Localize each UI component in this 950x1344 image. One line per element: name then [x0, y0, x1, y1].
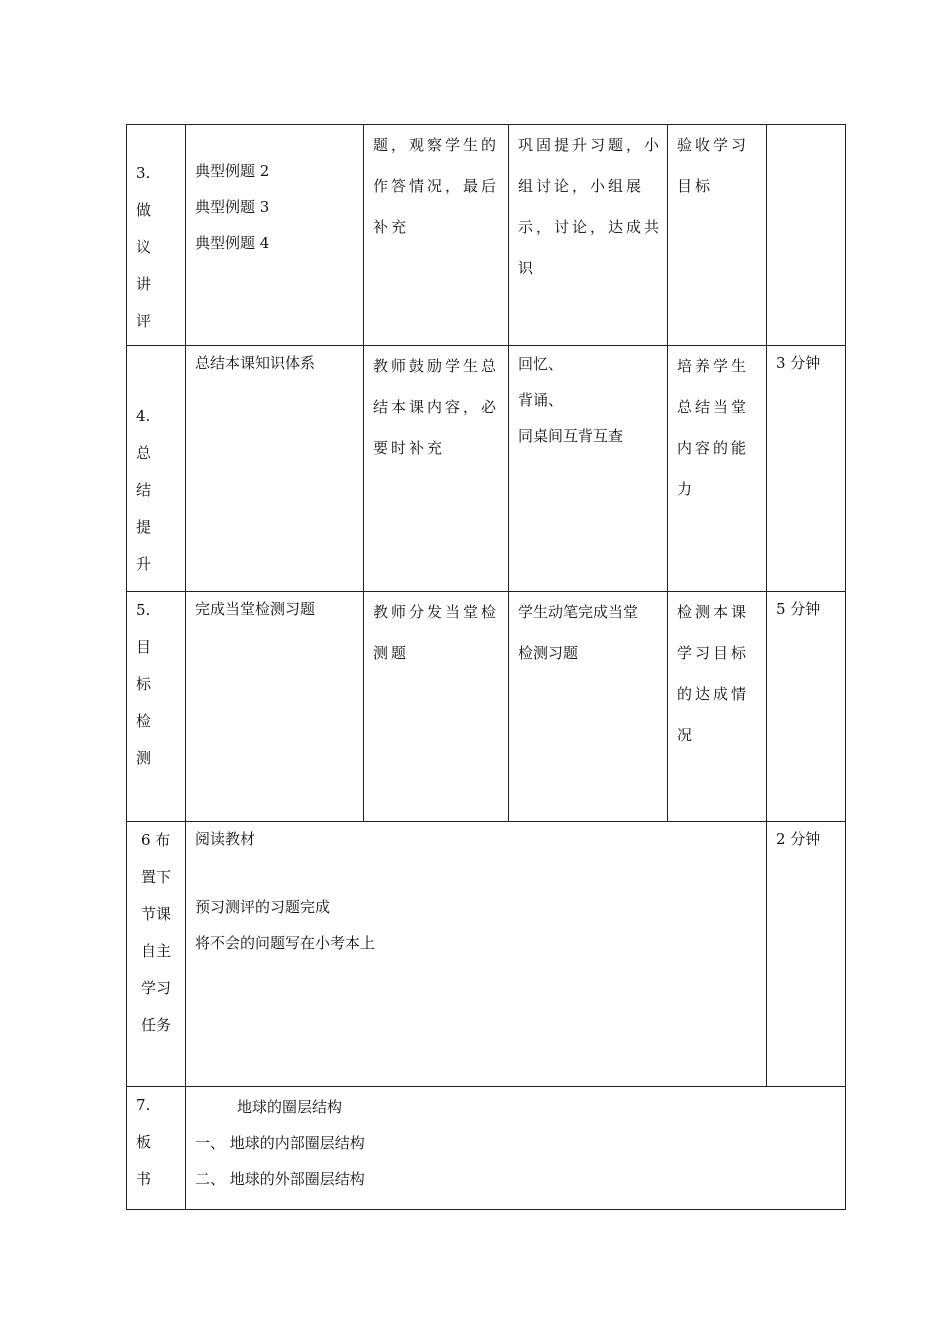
stage-text: 议: [136, 238, 152, 256]
intent-text: 的达成情: [677, 685, 750, 703]
board-item: 二、 地球的外部圈层结构: [195, 1170, 365, 1188]
stage-text: 目: [136, 638, 152, 656]
stage-text: 提: [136, 518, 152, 536]
intent-text: 内容的能: [677, 439, 750, 457]
student-cell: [509, 346, 668, 592]
stage-text: 板: [136, 1133, 152, 1151]
intent-text: 总结当堂: [677, 398, 750, 416]
content-cell: [186, 592, 364, 822]
stage-text: 自主: [141, 942, 172, 960]
teacher-cell: [364, 592, 509, 822]
content-cell: [186, 125, 364, 346]
student-text: 示，讨论，达成共: [518, 218, 663, 236]
intent-text: 目标: [677, 177, 714, 195]
stage-text: 测: [136, 749, 152, 767]
content-text: 典型例题 4: [195, 234, 270, 252]
time-cell: [767, 822, 846, 1087]
teacher-text: 教师分发当堂检: [373, 603, 500, 621]
stage-text: 做: [136, 201, 152, 219]
intent-cell: [668, 346, 767, 592]
stage-text: 评: [136, 312, 152, 330]
stage-text: 7.: [136, 1096, 151, 1114]
intent-text: 力: [677, 480, 696, 498]
teacher-text: 要时补充: [373, 439, 446, 457]
stage-text: 总: [136, 444, 152, 462]
stage-cell: [127, 346, 186, 592]
board-item: 一、 地球的内部圈层结构: [195, 1134, 365, 1152]
student-text: 回忆、: [518, 355, 564, 373]
intent-text: 学习目标: [677, 644, 750, 662]
intent-cell: [668, 125, 767, 346]
student-cell: [509, 125, 668, 346]
stage-text: 书: [136, 1170, 152, 1188]
stage-cell: [127, 822, 186, 1087]
homework-text: 预习测评的习题完成: [195, 898, 331, 916]
stage-text: 4.: [136, 407, 151, 425]
table-row: [127, 822, 846, 1087]
teacher-text: 教师鼓励学生总: [373, 357, 500, 375]
teacher-text: 题，观察学生的: [373, 136, 500, 154]
homework-cell: [186, 822, 767, 1087]
teacher-text: 结本课内容，必: [373, 398, 500, 416]
intent-cell: [668, 592, 767, 822]
content-text: 完成当堂检测习题: [195, 600, 316, 618]
time-text: 2 分钟: [776, 830, 821, 848]
stage-cell: [127, 592, 186, 822]
student-text: 背诵、: [518, 391, 564, 409]
student-cell: [509, 592, 668, 822]
content-cell: [186, 346, 364, 592]
stage-text: 5.: [136, 601, 151, 619]
student-text: 同桌间互背互查: [518, 427, 624, 445]
intent-text: 培养学生: [677, 357, 750, 375]
intent-text: 验收学习: [677, 136, 750, 154]
student-text: 巩固提升习题，小: [518, 136, 663, 154]
stage-text: 任务: [141, 1016, 172, 1034]
stage-text: 讲: [136, 275, 152, 293]
intent-text: 检测本课: [677, 603, 750, 621]
student-text: 检测习题: [518, 644, 579, 662]
stage-text: 结: [136, 481, 152, 499]
stage-text: 升: [136, 555, 152, 573]
homework-text: 阅读教材: [195, 830, 256, 848]
stage-cell: [127, 125, 186, 346]
stage-text: 学习: [141, 979, 172, 997]
table-row: [127, 592, 846, 822]
stage-text: 置下: [141, 868, 172, 886]
teacher-text: 测题: [373, 644, 410, 662]
homework-text: 将不会的问题写在小考本上: [195, 934, 376, 952]
table-row: [127, 125, 846, 346]
stage-text: 3.: [136, 164, 151, 182]
time-cell: [767, 346, 846, 592]
content-text: 典型例题 2: [195, 162, 270, 180]
time-text: 5 分钟: [776, 600, 821, 618]
student-text: 学生动笔完成当堂: [518, 603, 639, 621]
time-cell: [767, 125, 846, 346]
content-text: 典型例题 3: [195, 198, 270, 216]
content-text: 总结本课知识体系: [195, 354, 316, 372]
time-cell: [767, 592, 846, 822]
student-text: 组讨论，小组展: [518, 177, 645, 195]
table-row: [127, 1087, 846, 1210]
intent-text: 况: [677, 726, 696, 744]
teacher-cell: [364, 346, 509, 592]
time-text: 3 分钟: [776, 354, 821, 372]
lesson-plan-table: [126, 124, 846, 1210]
stage-text: 6 布: [141, 831, 171, 849]
table-row: [127, 346, 846, 592]
stage-text: 检: [136, 712, 152, 730]
stage-text: 标: [136, 675, 152, 693]
board-cell: [186, 1087, 846, 1210]
student-text: 识: [518, 259, 537, 277]
board-title: 地球的圈层结构: [237, 1098, 343, 1116]
teacher-cell: [364, 125, 509, 346]
teacher-text: 作答情况，最后: [373, 177, 500, 195]
teacher-text: 补充: [373, 218, 410, 236]
stage-text: 节课: [141, 905, 172, 923]
stage-cell: [127, 1087, 186, 1210]
